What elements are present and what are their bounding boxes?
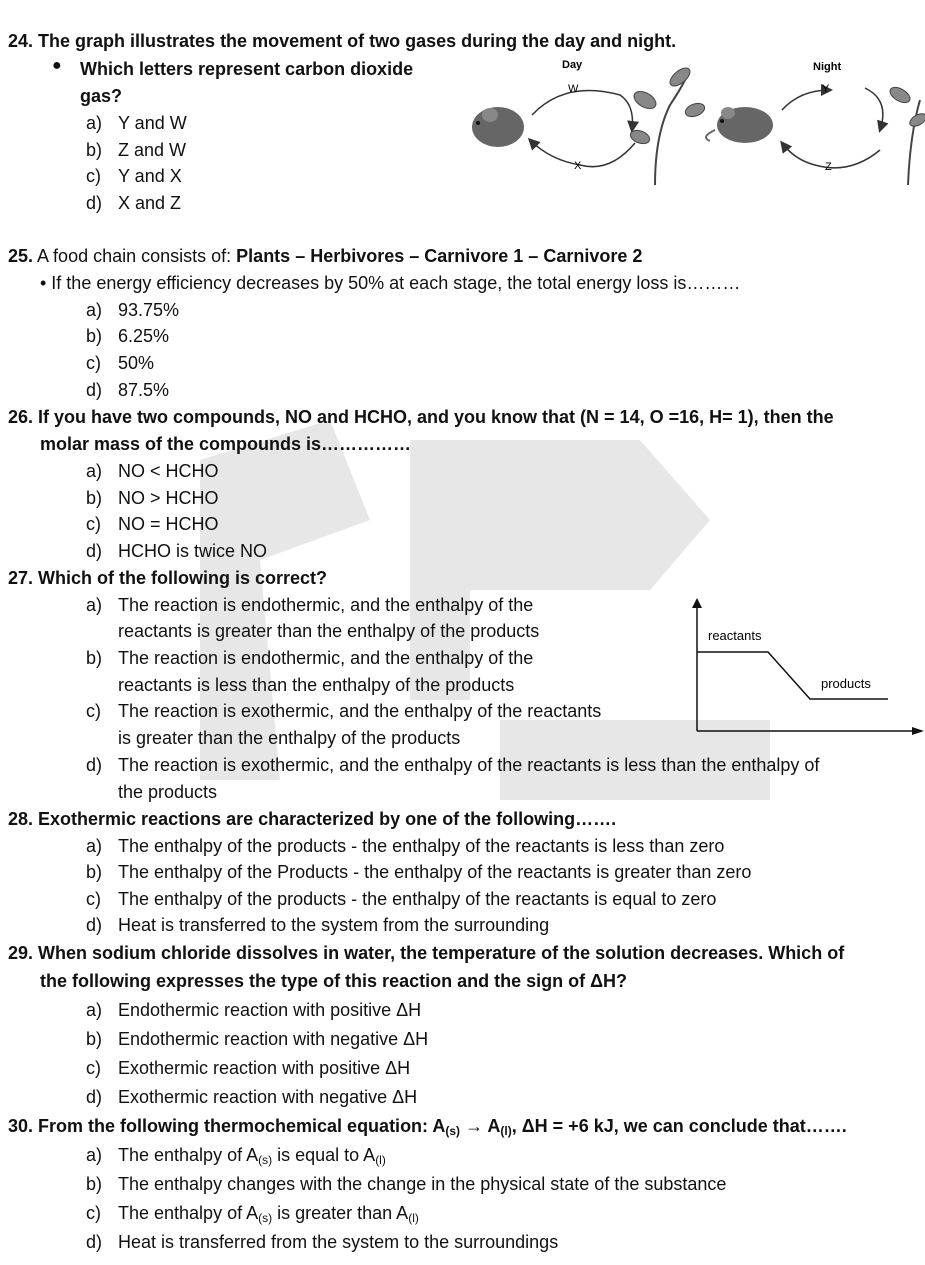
q26-option-d[interactable]: d) HCHO is twice NO: [86, 541, 268, 561]
q27-stem: 27. Which of the following is correct?: [8, 568, 328, 588]
q29-stem-line1: 29. When sodium chloride dissolves in water, the temperature of the solution decreases. Which of: [8, 943, 845, 963]
q27-option-a-line2: reactants is greater than the enthalpy of the products: [118, 621, 540, 641]
q30-option-b[interactable]: b) The enthalpy changes with the change in the physical state of the substance: [86, 1174, 727, 1194]
q29-option-b[interactable]: b) Endothermic reaction with negative ΔH: [86, 1029, 429, 1049]
label-w: W: [568, 83, 579, 95]
q26-stem-line1: 26. If you have two compounds, NO and HCHO, and you know that (N = 14, O =16, H= 1), then the: [8, 407, 834, 427]
q24-bullet-line2: gas?: [80, 86, 123, 106]
q28-option-d[interactable]: d) Heat is transferred to the system from the surrounding: [86, 915, 550, 935]
q30-option-a[interactable]: a) The enthalpy of $A_{(s)}$ is equal to $A_{(l)}$: [86, 1145, 386, 1167]
mouse-day-icon: [472, 107, 524, 147]
enthalpy-graph: [688, 596, 924, 741]
q27-option-b-line2: reactants is less than the enthalpy of the products: [118, 675, 515, 695]
label-y: Y: [822, 83, 830, 95]
bullet-dot: ●: [52, 57, 62, 74]
q30-option-c[interactable]: c) The enthalpy of $A_{(s)}$ is greater than $A_{(l)}$: [86, 1203, 419, 1225]
q27-option-c-line2: is greater than the enthalpy of the products: [118, 728, 461, 748]
plant-night-icon: [887, 84, 925, 185]
q28-stem: 28. Exothermic reactions are characterized by one of the following…….: [8, 809, 617, 829]
plant-day-icon: [629, 65, 707, 185]
q27-option-d-line2: the products: [118, 782, 218, 802]
y-axis-arrow-icon: [692, 598, 702, 608]
q25-stem: 25. A food chain consists of: Plants – Herbivores – Carnivore 1 – Carnivore 2: [8, 246, 643, 266]
q24-option-b[interactable]: b) Z and W: [86, 140, 187, 160]
reactants-label: reactants: [708, 628, 762, 643]
q29-option-d[interactable]: d) Exothermic reaction with negative ΔH: [86, 1087, 418, 1107]
q28-option-b[interactable]: b) The enthalpy of the Products - the enthalpy of the reactants is greater than zero: [86, 862, 752, 882]
night-label: Night: [813, 61, 842, 73]
q30-stem: 30. From the following thermochemical equation: $A_{(s)} \to A_{(l)}$, ΔH = +6 kJ, we can conclude that…….: [8, 1116, 847, 1138]
q27-option-a[interactable]: a) The reaction is endothermic, and the enthalpy of the: [86, 595, 534, 615]
q25-option-b[interactable]: b) 6.25%: [86, 326, 170, 346]
q27-option-b[interactable]: b) The reaction is endothermic, and the enthalpy of the: [86, 648, 534, 668]
q26-stem-line2: molar mass of the compounds is……………: [40, 434, 412, 454]
x-axis-arrow-icon: [912, 727, 924, 735]
q29-stem-line2: the following expresses the type of this reaction and the sign of ΔH?: [40, 971, 628, 991]
q28-option-c[interactable]: c) The enthalpy of the products - the enthalpy of the reactants is equal to zero: [86, 889, 717, 909]
q30-option-d[interactable]: d) Heat is transferred from the system to the surroundings: [86, 1232, 559, 1252]
q24-stem: 24. The graph illustrates the movement of two gases during the day and night.: [8, 31, 677, 51]
gas-exchange-figure: [470, 55, 925, 190]
q25-bullet: • If the energy efficiency decreases by 50% at each stage, the total energy loss is………: [40, 273, 741, 293]
label-z: Z: [825, 161, 832, 173]
label-x: X: [574, 160, 582, 172]
q29-option-a[interactable]: a) Endothermic reaction with positive ΔH: [86, 1000, 422, 1020]
q24-option-d[interactable]: d) X and Z: [86, 193, 182, 213]
q26-option-a[interactable]: a) NO < HCHO: [86, 461, 219, 481]
q25-option-a[interactable]: a) 93.75%: [86, 300, 180, 320]
q26-option-c[interactable]: c) NO = HCHO: [86, 514, 219, 534]
q24-option-c[interactable]: c) Y and X: [86, 166, 182, 186]
q28-option-a[interactable]: a) The enthalpy of the products - the enthalpy of the reactants is less than zero: [86, 836, 725, 856]
q27-option-c[interactable]: c) The reaction is exothermic, and the enthalpy of the reactants: [86, 701, 602, 721]
day-label: Day: [562, 59, 583, 71]
q29-option-c[interactable]: c) Exothermic reaction with positive ΔH: [86, 1058, 411, 1078]
q24-bullet-line1: Which letters represent carbon dioxide: [80, 59, 414, 79]
q25-option-c[interactable]: c) 50%: [86, 353, 155, 373]
q24-option-a[interactable]: a) Y and W: [86, 113, 187, 133]
products-label: products: [821, 676, 871, 691]
mouse-night-icon: [706, 107, 773, 143]
q25-option-d[interactable]: d) 87.5%: [86, 380, 170, 400]
q27-option-d[interactable]: d) The reaction is exothermic, and the enthalpy of the reactants is less than the enthalpy of: [86, 755, 820, 775]
q26-option-b[interactable]: b) NO > HCHO: [86, 488, 219, 508]
